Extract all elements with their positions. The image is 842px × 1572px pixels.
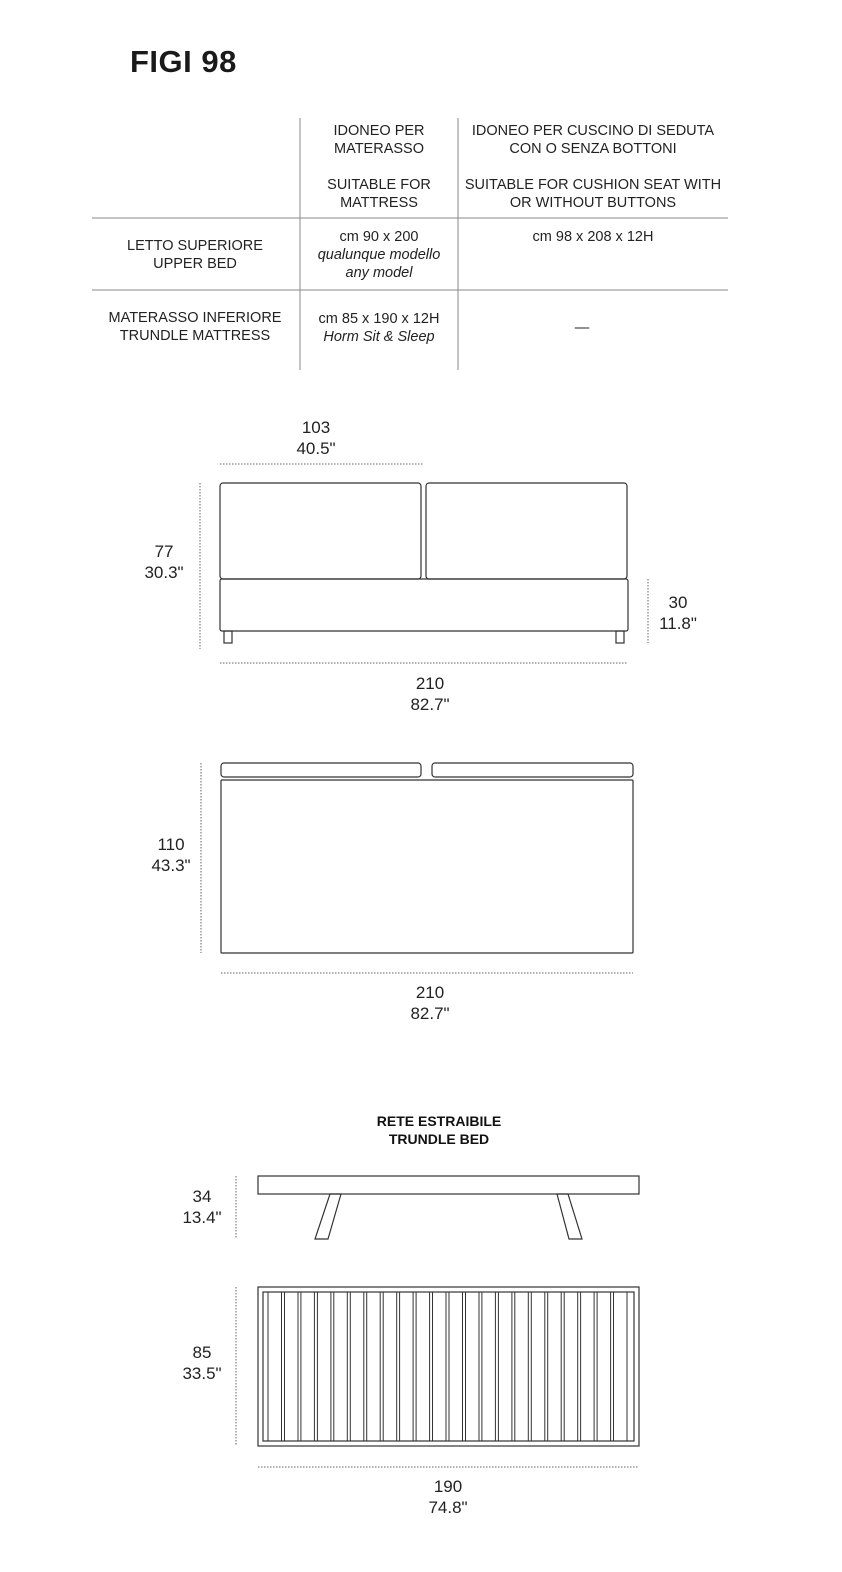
trundle-leg-right bbox=[557, 1194, 582, 1239]
mattress-note: any model bbox=[345, 265, 413, 281]
trundle-slat bbox=[498, 1292, 512, 1441]
dim-depth-label bbox=[140, 834, 202, 876]
header-cushion-it: IDONEO PER CUSCINO DI SEDUTA CON O SENZA BOTTONI bbox=[471, 123, 715, 157]
trundle-side-drawing bbox=[258, 1176, 639, 1239]
mattress-size: cm 85 x 190 x 12H bbox=[318, 311, 440, 327]
top-mattress-area bbox=[221, 780, 633, 953]
trundle-slat bbox=[383, 1292, 397, 1441]
dim-value-cm: 34 bbox=[192, 1187, 212, 1206]
trundle-slat bbox=[482, 1292, 496, 1441]
backrest-cushion-left bbox=[220, 483, 421, 579]
row-label-en: UPPER BED bbox=[153, 256, 237, 272]
trundle-slat bbox=[614, 1292, 628, 1441]
top-view-dimension-lines bbox=[201, 763, 633, 973]
dim-trundle-height-label bbox=[171, 1186, 233, 1228]
trundle-slats bbox=[268, 1292, 627, 1441]
front-view-dimension-lines bbox=[200, 464, 648, 663]
header-cushion-en: SUITABLE FOR CUSHION SEAT WITH OR WITHOUT BUTTONS bbox=[464, 177, 722, 211]
trundle-title bbox=[339, 1112, 539, 1148]
trundle-slat bbox=[449, 1292, 463, 1441]
dim-top-length-label bbox=[390, 982, 470, 1024]
trundle-slat bbox=[285, 1292, 299, 1441]
row-label-en: TRUNDLE MATTRESS bbox=[119, 328, 271, 344]
dim-value-cm: 30 bbox=[668, 593, 688, 612]
leg-left bbox=[224, 631, 232, 643]
dim-value-cm: 85 bbox=[192, 1343, 212, 1362]
trundle-top-dimension-lines bbox=[236, 1287, 639, 1467]
dim-value-cm: 77 bbox=[154, 542, 174, 561]
trundle-slat bbox=[581, 1292, 595, 1441]
trundle-slat bbox=[317, 1292, 331, 1441]
trundle-title-it: RETE ESTRAIBILE bbox=[376, 1113, 502, 1129]
row-upper-bed-label bbox=[95, 237, 295, 273]
top-view-drawing bbox=[221, 763, 633, 953]
trundle-frame bbox=[258, 1176, 639, 1194]
trundle-slat bbox=[531, 1292, 545, 1441]
dim-value-in: 11.8" bbox=[659, 614, 697, 633]
row-upper-bed-mattress bbox=[304, 228, 454, 282]
mattress-size: cm 90 x 200 bbox=[339, 229, 419, 245]
dim-value-in: 74.8" bbox=[428, 1498, 468, 1517]
dim-value-cm: 210 bbox=[415, 674, 445, 693]
row-upper-bed-cushion: cm 98 x 208 x 12H bbox=[532, 229, 654, 245]
trundle-slat bbox=[466, 1292, 480, 1441]
dim-value-in: 33.5" bbox=[182, 1364, 222, 1383]
backrest-cushion-right bbox=[426, 483, 627, 579]
dim-value-cm: 210 bbox=[415, 983, 445, 1002]
front-view-drawing bbox=[220, 483, 628, 643]
dim-trundle-depth-label bbox=[171, 1342, 233, 1384]
trundle-slat bbox=[350, 1292, 364, 1441]
dim-value-in: 43.3" bbox=[151, 856, 191, 875]
dim-length-label bbox=[390, 673, 470, 715]
trundle-slat bbox=[334, 1292, 348, 1441]
row-trundle-label bbox=[95, 309, 295, 345]
dim-width-label bbox=[276, 417, 356, 459]
dim-value-cm: 110 bbox=[157, 835, 185, 854]
dim-value-in: 30.3" bbox=[144, 563, 184, 582]
dim-value-in: 40.5" bbox=[296, 439, 336, 458]
leg-right bbox=[616, 631, 624, 643]
trundle-slat bbox=[367, 1292, 381, 1441]
trundle-slat bbox=[301, 1292, 315, 1441]
row-label-it: LETTO SUPERIORE bbox=[127, 238, 263, 254]
trundle-slat bbox=[564, 1292, 578, 1441]
dim-value-cm: 103 bbox=[301, 418, 331, 437]
trundle-slat bbox=[416, 1292, 430, 1441]
trundle-slat bbox=[515, 1292, 529, 1441]
dim-trundle-length-label bbox=[408, 1476, 488, 1518]
row-label-it: MATERASSO INFERIORE bbox=[108, 310, 282, 326]
trundle-leg-left bbox=[315, 1194, 341, 1239]
dim-value-cm: 190 bbox=[433, 1477, 463, 1496]
row-trundle-mattress bbox=[304, 310, 454, 346]
product-title: FIGI 98 bbox=[130, 44, 237, 79]
trundle-slat bbox=[400, 1292, 414, 1441]
top-cushion-right bbox=[432, 763, 633, 777]
dim-value-in: 82.7" bbox=[410, 1004, 450, 1023]
row-trundle-cushion: — bbox=[574, 320, 590, 336]
dim-value-in: 13.4" bbox=[182, 1208, 222, 1227]
trundle-slat bbox=[433, 1292, 447, 1441]
trundle-slat bbox=[548, 1292, 562, 1441]
top-cushion-left bbox=[221, 763, 421, 777]
trundle-title-en: TRUNDLE BED bbox=[388, 1131, 490, 1147]
trundle-slat bbox=[268, 1292, 282, 1441]
trundle-slat bbox=[597, 1292, 611, 1441]
header-mattress-it: IDONEO PER MATERASSO bbox=[333, 123, 425, 157]
dim-seat-label bbox=[652, 592, 704, 634]
header-mattress-en: SUITABLE FOR MATTRESS bbox=[327, 177, 431, 211]
mattress-note: Horm Sit & Sleep bbox=[323, 329, 435, 345]
mattress-note: qualunque modello bbox=[317, 247, 441, 263]
dim-height-label bbox=[133, 541, 195, 583]
bed-base bbox=[220, 579, 628, 631]
dim-value-in: 82.7" bbox=[410, 695, 450, 714]
